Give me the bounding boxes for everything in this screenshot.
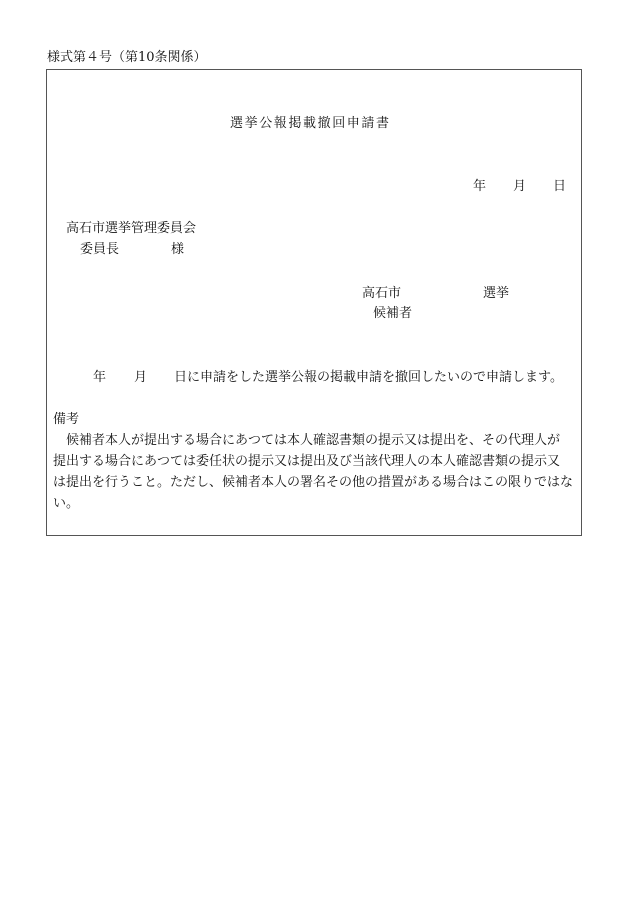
document-title: 選挙公報掲載撤回申請書	[230, 116, 391, 131]
applicant-election-label: 選挙	[483, 286, 510, 301]
remarks-line: い。	[53, 496, 80, 511]
applicant-city-label: 高石市	[362, 286, 402, 301]
date-year-label: 年	[473, 179, 487, 194]
recipient-title: 委員長	[80, 242, 120, 257]
remarks-line: 候補者本人が提出する場合にあつては本人確認書類の提示又は提出を、その代理人が	[66, 433, 561, 448]
remarks-line: は提出を行うこと。ただし、候補者本人の署名その他の措置がある場合はこの限りではな	[53, 475, 574, 490]
body-year-label: 年	[93, 370, 107, 385]
recipient-honorific: 様	[171, 242, 185, 257]
body-month-label: 月	[134, 370, 148, 385]
remarks-heading: 備考	[53, 412, 80, 427]
body-statement: 日に申請をした選挙公報の掲載申請を撤回したいので申請します。	[174, 370, 563, 385]
recipient-organization: 高石市選挙管理委員会	[66, 221, 197, 236]
date-day-label: 日	[553, 179, 567, 194]
remarks-line: 提出する場合にあつては委任状の提示又は提出及び当該代理人の本人確認書類の提示又	[53, 454, 561, 469]
form-number-label: 様式第４号（第10条関係）	[47, 50, 207, 65]
applicant-candidate-label: 候補者	[373, 306, 413, 321]
date-month-label: 月	[513, 179, 527, 194]
